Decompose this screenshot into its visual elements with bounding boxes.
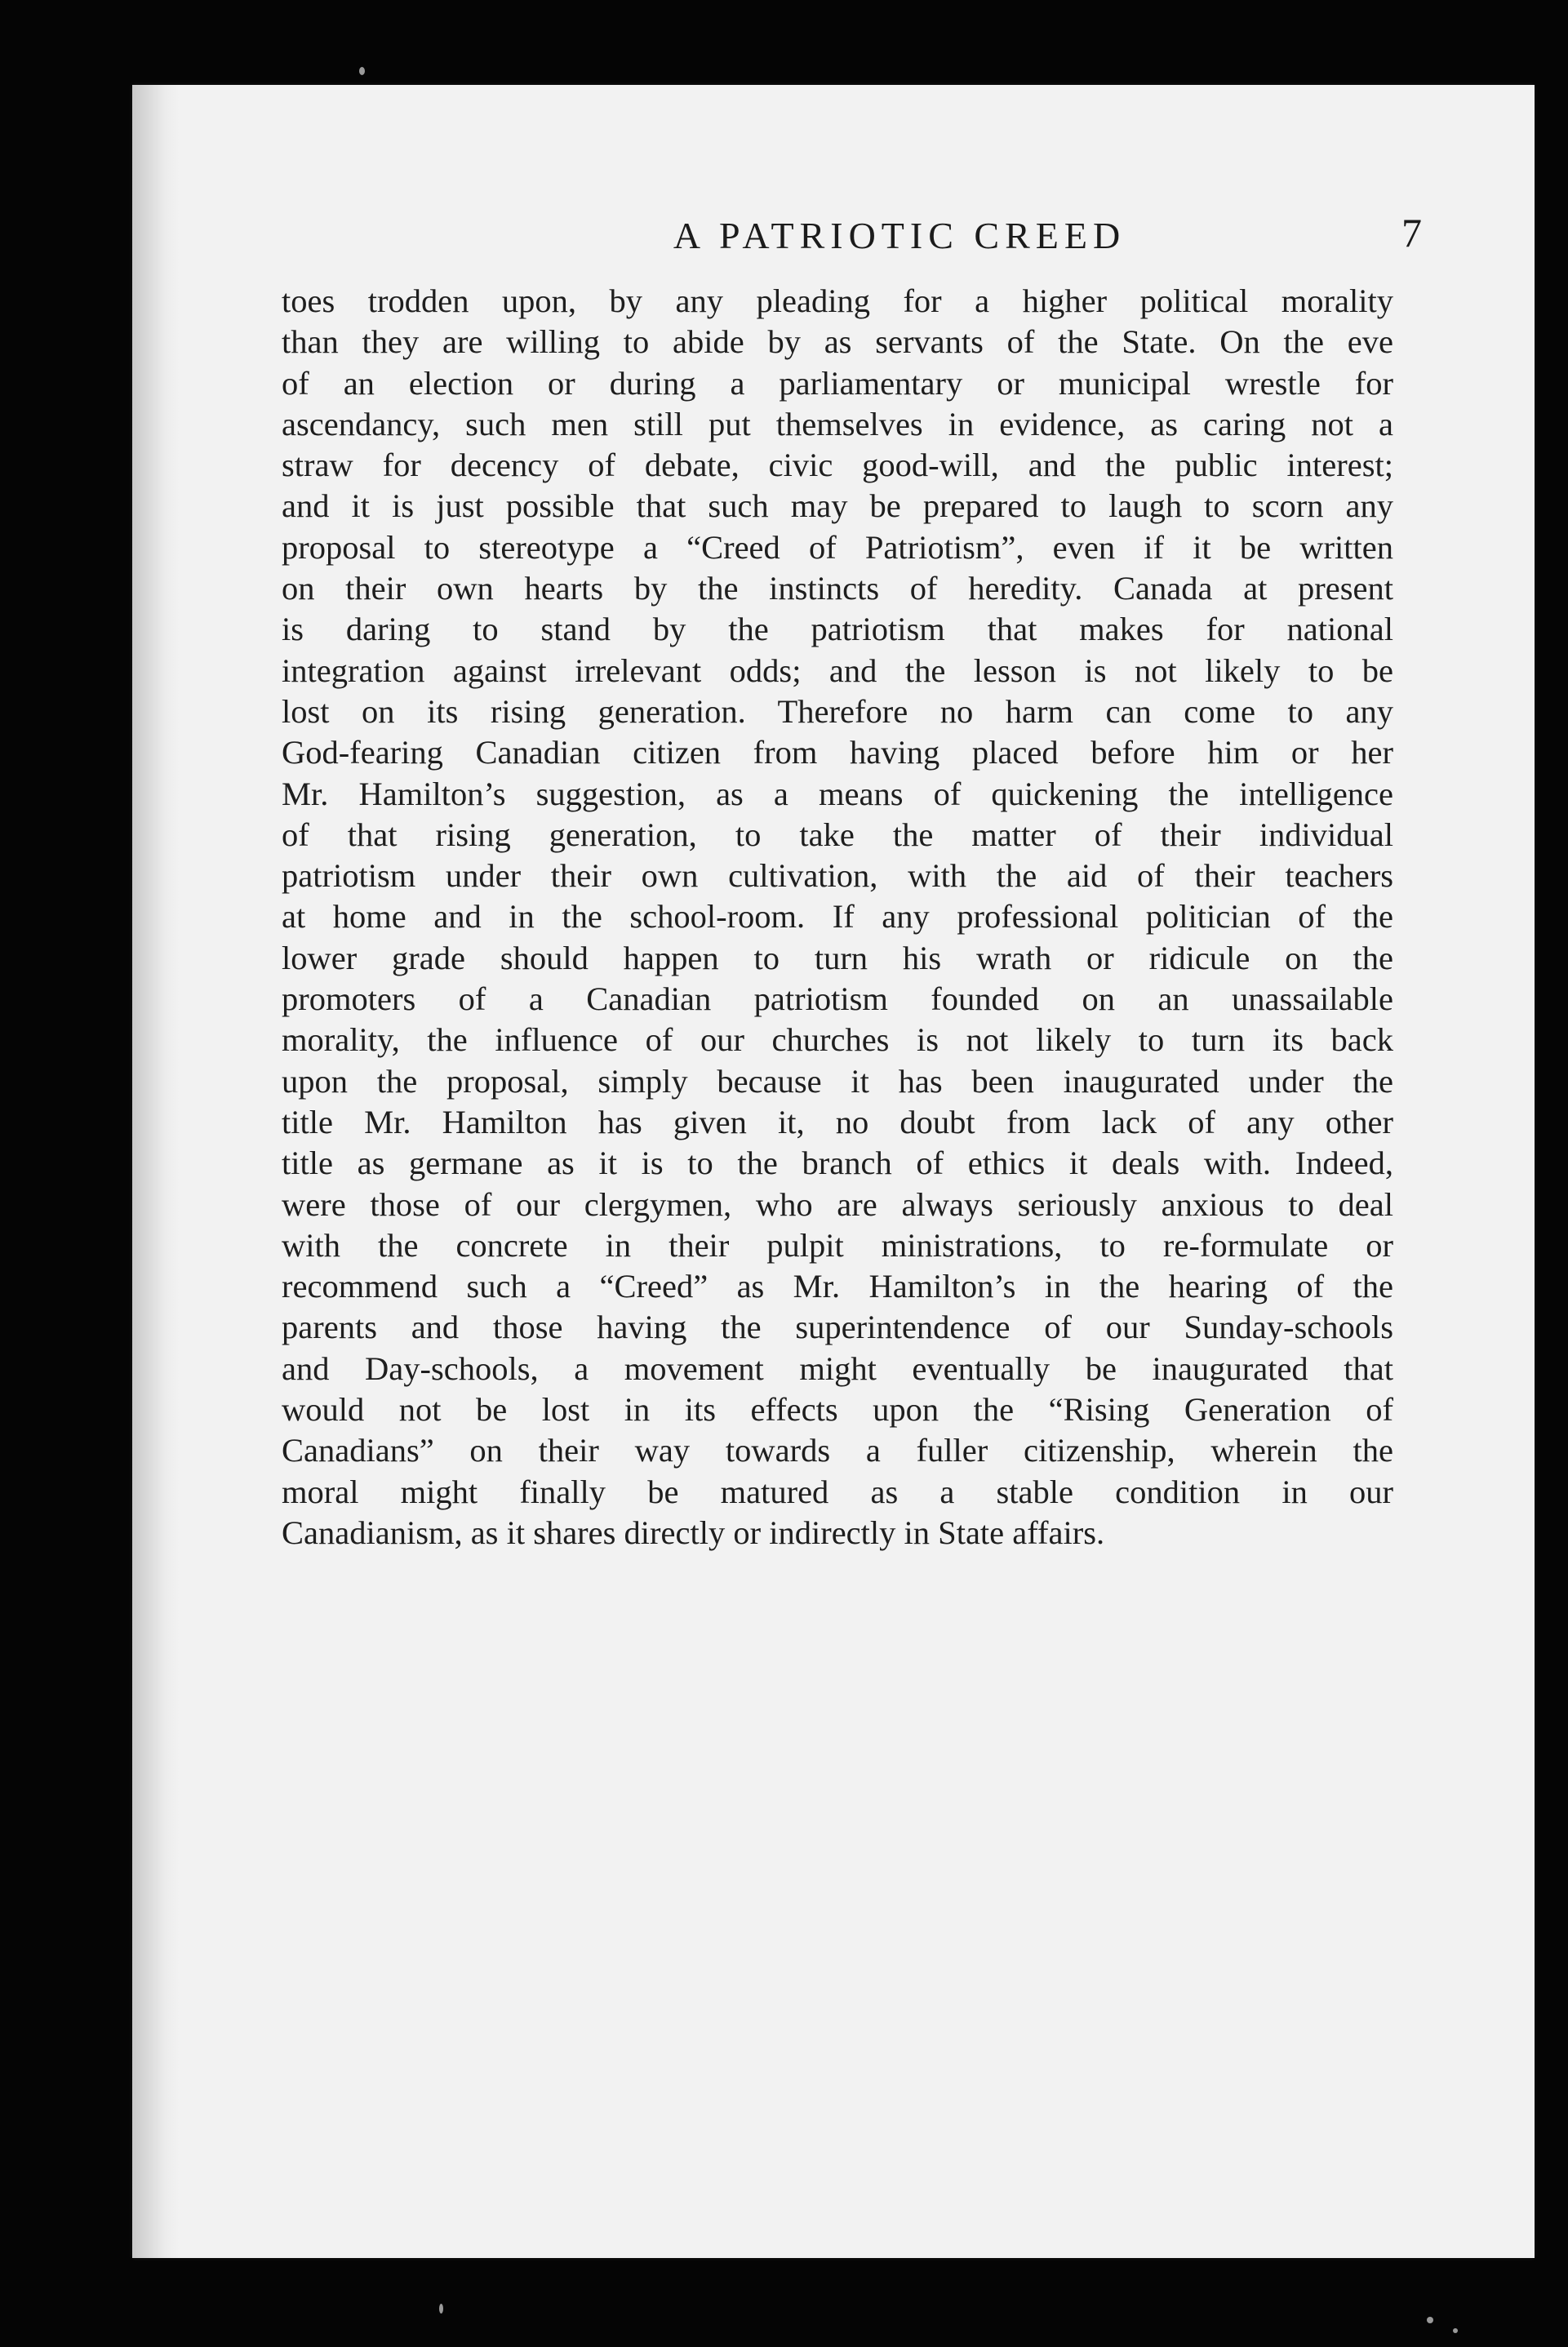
text-line: than they are willing to abide by as servants of the State. On the eve: [282, 323, 1393, 361]
text-line: were those of our clergymen, who are always seriously anxious to deal: [282, 1185, 1393, 1223]
text-line: is daring to stand by the patriotism that makes for national: [282, 611, 1393, 648]
text-line: title as germane as it is to the branch of ethics it deals with. Indeed,: [282, 1145, 1393, 1182]
text-line: would not be lost in its effects upon the “Rising Generation of: [282, 1391, 1393, 1429]
text-line: of that rising generation, to take the matter of their individual: [282, 816, 1393, 853]
book-page: [132, 85, 1535, 2258]
text-line: upon the proposal, simply because it has been inaugurated under the: [282, 1062, 1393, 1100]
text-line: integration against irrelevant odds; and the lesson is not likely to be: [282, 651, 1393, 689]
text-line: of an election or during a parliamentary or municipal wrestle for: [282, 364, 1393, 402]
text-line: God-fearing Canadian citizen from having placed before him or her: [282, 734, 1393, 771]
text-line: Canadians” on their way towards a fuller citizenship, wherein the: [282, 1432, 1393, 1469]
text-line: toes trodden upon, by any pleading for a higher political morality: [282, 282, 1393, 319]
text-line: straw for decency of debate, civic good-will, and the public interest;: [282, 447, 1393, 484]
text-line: Canadianism, as it shares directly or indirectly in State affairs.: [282, 1514, 1105, 1551]
text-line: title Mr. Hamilton has given it, no doubt from lack of any other: [282, 1103, 1393, 1140]
scan-speck: [1453, 2328, 1458, 2333]
text-line: proposal to stereotype a “Creed of Patriotism”, even if it be written: [282, 528, 1393, 566]
text-line: recommend such a “Creed” as Mr. Hamilton’s in the hearing of the: [282, 1268, 1393, 1305]
scan-speck: [359, 67, 365, 75]
scan-speck: [439, 2304, 443, 2314]
running-title: A PATRIOTIC CREED: [673, 215, 1126, 256]
text-line: and it is just possible that such may be prepared to laugh to scorn any: [282, 487, 1393, 525]
text-line: parents and those having the superintendence of our Sunday-schools: [282, 1309, 1393, 1346]
page-number: 7: [1401, 210, 1422, 256]
text-line: promoters of a Canadian patriotism founded on an unassailable: [282, 980, 1393, 1018]
text-line: ascendancy, such men still put themselves in evidence, as caring not a: [282, 405, 1393, 442]
text-line: moral might finally be matured as a stable condition in our: [282, 1473, 1393, 1510]
scan-speck: [1427, 2317, 1433, 2323]
text-line: with the concrete in their pulpit ministrations, to re-formulate or: [282, 1226, 1393, 1264]
text-line: lower grade should happen to turn his wrath or ridicule on the: [282, 939, 1393, 976]
text-line: Mr. Hamilton’s suggestion, as a means of quickening the intelligence: [282, 775, 1393, 812]
text-line: patriotism under their own cultivation, with the aid of their teachers: [282, 857, 1393, 895]
body-paragraph: [282, 281, 1393, 1554]
text-line: morality, the influence of our churches is not likely to turn its back: [282, 1021, 1393, 1059]
text-line: and Day-schools, a movement might eventually be inaugurated that: [282, 1349, 1393, 1387]
gutter-shadow: [132, 85, 180, 2258]
text-line: at home and in the school-room. If any professional politician of the: [282, 898, 1393, 936]
text-line: on their own hearts by the instincts of heredity. Canada at present: [282, 570, 1393, 607]
text-line: lost on its rising generation. Therefore no harm can come to any: [282, 692, 1393, 730]
